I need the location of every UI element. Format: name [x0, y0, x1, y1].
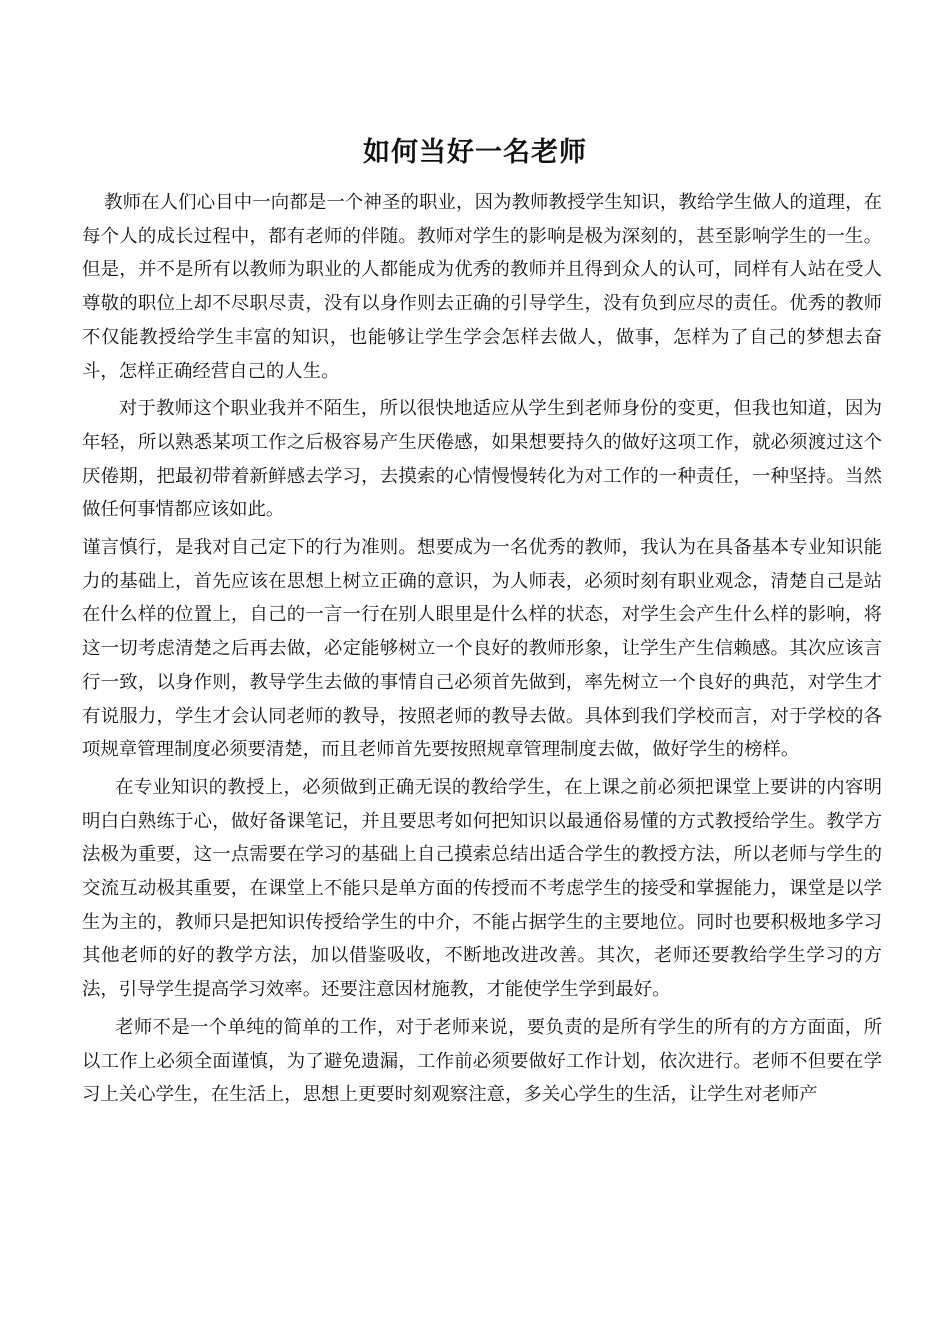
document-body	[82, 186, 882, 1112]
document-title: 如何当好一名老师	[363, 137, 587, 168]
paragraph-2: 对于教师这个职业我并不陌生，所以很快地适应从学生到老师身份的变更，但我也知道，因为年轻，所以熟悉某项工作之后极容易产生厌倦感，如果想要持久的做好这项工作，就必须渡过这个厌倦期，把最初带着新鲜感去学习，去摸索的心情慢慢转化为对工作的一种责任，一种坚持。当然做任何事情都应该如此。	[82, 398, 882, 521]
paragraph-1: 教师在人们心目中一向都是一个神圣的职业，因为教师教授学生知识，教给学生做人的道理，在每个人的成长过程中，都有老师的伴随。教师对学生的影响是极为深刻的，甚至影响学生的一生。但是，并不是所有以教师为职业的人都能成为优秀的教师并且得到众人的认可，同样有人站在受人尊敬的职位上却不尽职尽责，没有以身作则去正确的引导学生，没有负到应尽的责任。优秀的教师不仅能教授给学生丰富的知识，也能够让学生学会怎样去做人，做事，怎样为了自己的梦想去奋斗，怎样正确经营自己的人生。	[82, 192, 882, 382]
paragraph-4: 在专业知识的教授上，必须做到正确无误的教给学生，在上课之前必须把课堂上要讲的内容明明白白熟练于心，做好备课笔记，并且要思考如何把知识以最通俗易懂的方式教授给学生。教学方法极为重要，这一点需要在学习的基础上自己摸索总结出适合学生的教授方法，所以老师与学生的交流互动极其重要，在课堂上不能只是单方面的传授而不考虑学生的接受和掌握能力，课堂是以学生为主的，教师只是把知识传授给学生的中介，不能占据学生的主要地位。同时也要积极地多学习其他老师的好的教学方法，加以借鉴吸收，不断地改进改善。其次，老师还要教给学生学习的方法，引导学生提高学习效率。还要注意因材施教，才能使学生学到最好。	[82, 776, 882, 1001]
paragraph-3: 谨言慎行，是我对自己定下的行为准则。想要成为一名优秀的教师，我认为在具备基本专业知识能力的基础上，首先应该在思想上树立正确的意识，为人师表，必须时刻有职业观念，清楚自己是站在什么样的位置上，自己的一言一行在别人眼里是什么样的状态，对学生会产生什么样的影响，将这一切考虑清楚之后再去做，必定能够树立一个良好的教师形象，让学生产生信赖感。其次应该言行一致，以身作则，教导学生去做的事情自己必须首先做到，率先树立一个良好的典范，对学生才有说服力，学生才会认同老师的教导，按照老师的教导去做。具体到我们学校而言，对于学校的各项规章管理制度必须要清楚，而且老师首先要按照规章管理制度去做，做好学生的榜样。	[82, 537, 882, 761]
paragraph-5: 老师不是一个单纯的简单的工作，对于老师来说，要负责的是所有学生的所有的方方面面，所以工作上必须全面谨慎，为了避免遗漏，工作前必须要做好工作计划，依次进行。老师不但要在学习上关心学生，在生活上，思想上更要时刻观察注意，多关心学生的生活，让学生对老师产	[82, 1016, 882, 1106]
